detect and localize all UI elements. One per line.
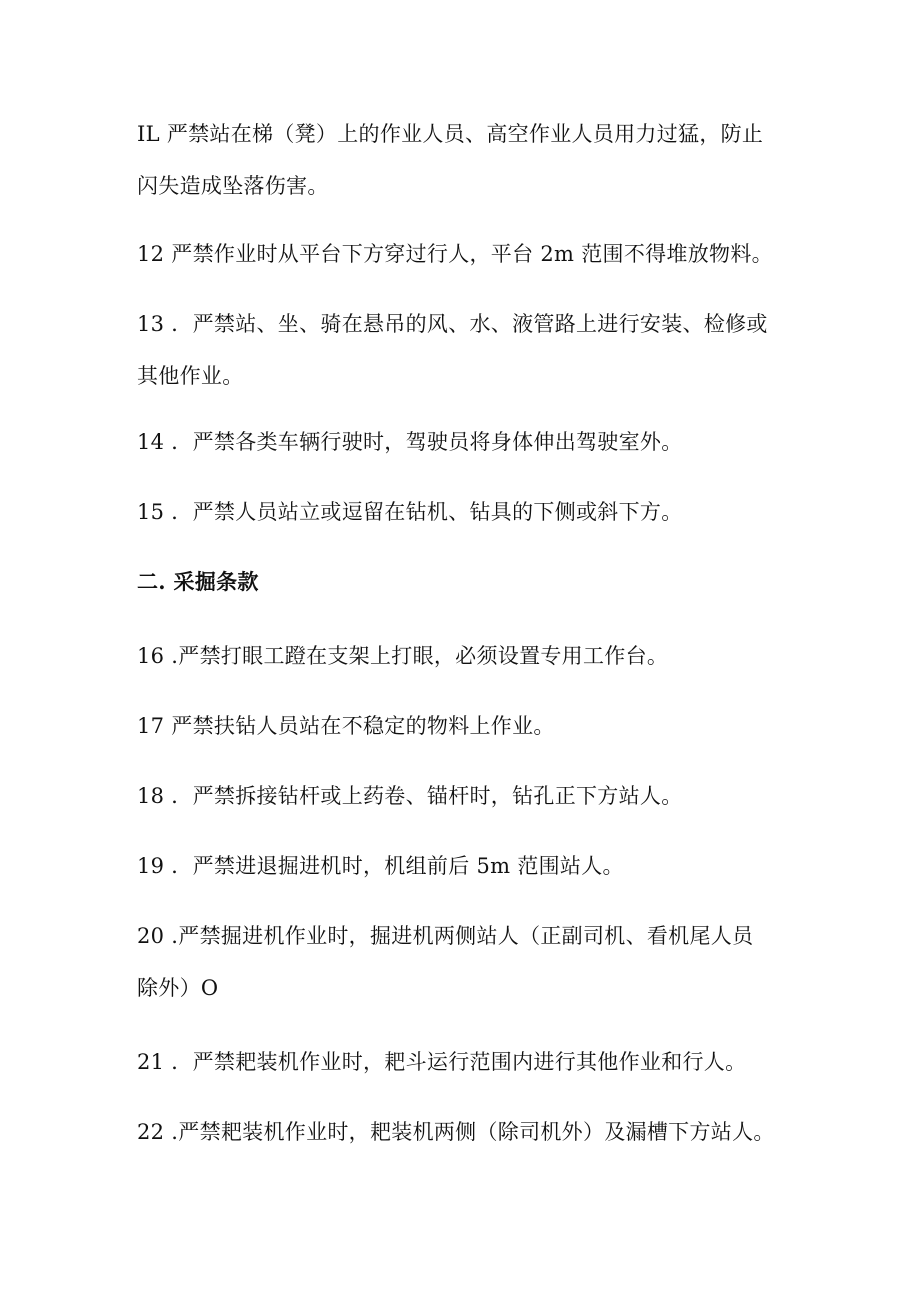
clause-22 <box>137 1106 837 1158</box>
clause-13 <box>137 298 837 402</box>
clause-13-line-2: 其他作业。 <box>137 364 244 388</box>
clause-14-line-1: 14 ．严禁各类车辆行驶时，驾驶员将身体伸出驾驶室外。 <box>137 430 683 454</box>
clause-21-line-1: 21 ．严禁耙装机作业时，耙斗运行范围内进行其他作业和行人。 <box>137 1050 747 1074</box>
clause-20-line-2: 除外）O <box>137 976 219 1000</box>
clause-20-line-1: 20 .严禁掘进机作业时，掘进机两侧站人（正副司机、看机尾人员 <box>137 924 754 948</box>
clause-11 <box>137 108 837 212</box>
clause-12 <box>137 228 837 280</box>
clause-17 <box>137 700 837 752</box>
clause-11-line-2: 闪失造成坠落伤害。 <box>137 174 329 198</box>
clause-20 <box>137 910 837 1014</box>
clause-18 <box>137 770 837 822</box>
clause-21 <box>137 1036 837 1088</box>
clause-15-line-1: 15 ．严禁人员站立或逗留在钻机、钻具的下侧或斜下方。 <box>137 500 683 524</box>
clause-16-line-1: 16 .严禁打眼工蹬在支架上打眼，必须设置专用工作台。 <box>137 644 669 668</box>
clause-19-line-1: 19 ．严禁进退掘进机时，机组前后 5m 范围站人。 <box>137 854 624 878</box>
clause-19 <box>137 840 837 892</box>
section-heading-text: 二. 采掘条款 <box>137 569 259 594</box>
clause-17-line-1: 17 严禁扶钻人员站在不稳定的物料上作业。 <box>137 714 555 738</box>
clause-13-line-1: 13 ．严禁站、坐、骑在悬吊的风、水、液管路上进行安装、检修或 <box>137 312 768 336</box>
section-heading <box>137 556 837 608</box>
clause-14 <box>137 416 837 468</box>
clause-15 <box>137 486 837 538</box>
clause-22-line-1: 22 .严禁耙装机作业时，耙装机两侧（除司机外）及漏槽下方站人。 <box>137 1120 775 1144</box>
clause-11-line-1: IL 严禁站在梯（凳）上的作业人员、高空作业人员用力过猛，防止 <box>137 122 764 146</box>
clause-16 <box>137 630 837 682</box>
clause-12-line-1: 12 严禁作业时从平台下方穿过行人，平台 2m 范围不得堆放物料。 <box>137 242 773 266</box>
clause-18-line-1: 18 ．严禁拆接钻杆或上药卷、锚杆时，钻孔正下方站人。 <box>137 784 683 808</box>
